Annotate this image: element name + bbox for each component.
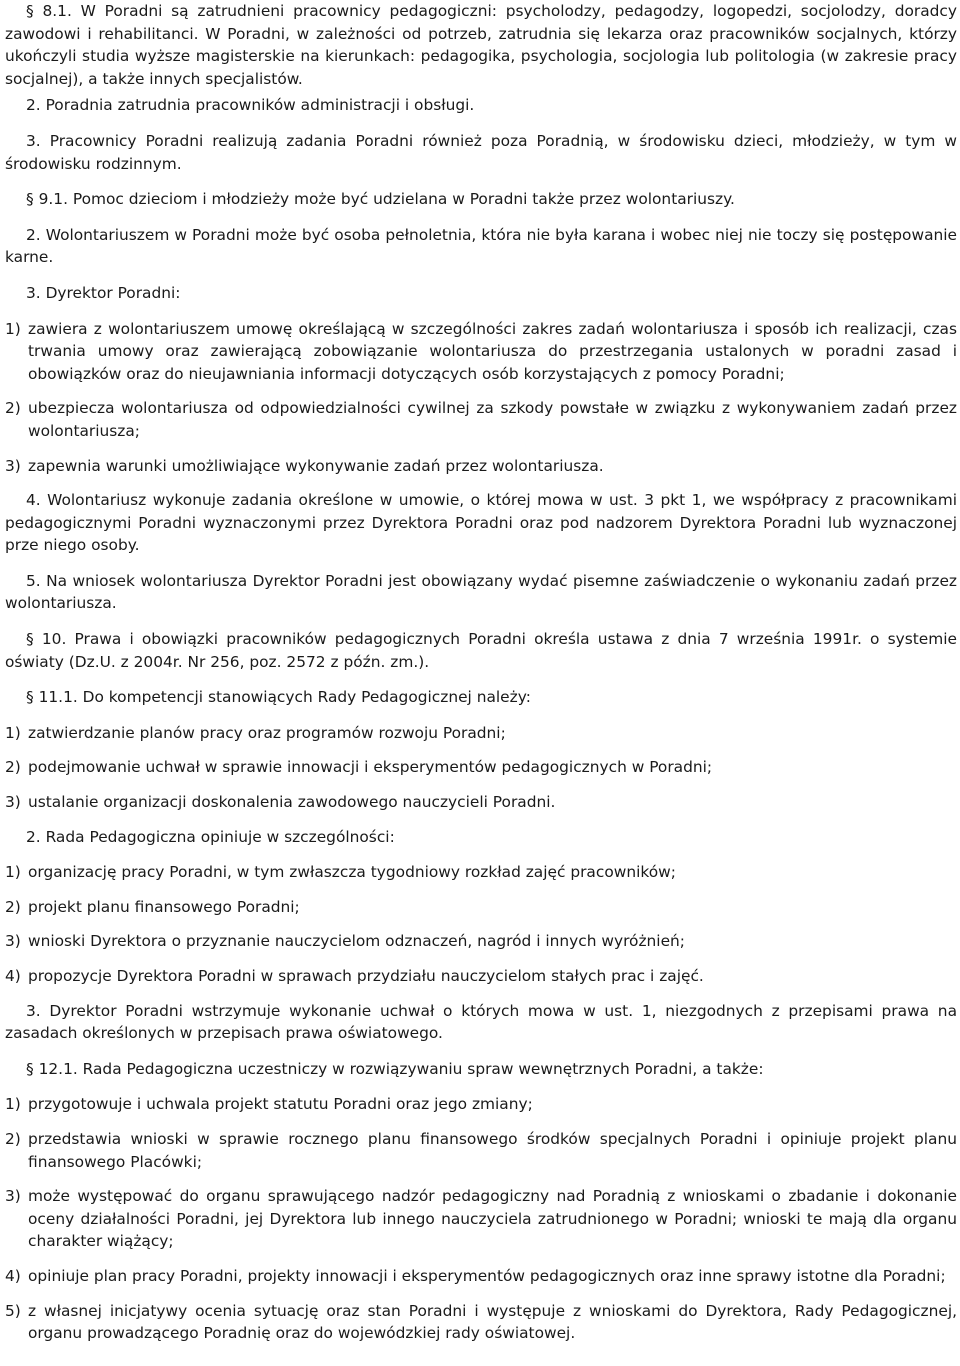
paragraph: 5. Na wniosek wolontariusza Dyrektor Poradni jest obowiązany wydać pisemne zaświadczenie o wykonaniu zadań przez wolontariusza. (5, 571, 957, 613)
list-item-number: 3) (5, 932, 21, 951)
list-item-text: ustalanie organizacji doskonalenia zawodowego nauczycieli Poradni. (28, 793, 556, 812)
list-item-number: 3) (5, 793, 21, 812)
list-item (5, 722, 957, 745)
paragraph: 2. Poradnia zatrudnia pracowników administracji i obsługi. (26, 96, 475, 115)
list-item-number: 2) (5, 1129, 21, 1148)
list-item-text: projekt planu finansowego Poradni; (28, 897, 300, 916)
paragraph: 3. Dyrektor Poradni wstrzymuje wykonanie uchwał o których mowa w ust. 1, niezgodnych z przepisami prawa na zasadach określonych w przepisach prawa oświatowego. (5, 1001, 957, 1043)
list-item-number: 4) (5, 967, 21, 985)
list-item-number: 2) (5, 758, 21, 777)
list-item (5, 896, 957, 919)
list-item-number: 3) (5, 456, 21, 475)
list-item-number: 3) (5, 1187, 21, 1206)
list-item (5, 397, 957, 442)
list-item-number: 1) (5, 863, 21, 882)
list-item-text: może występować do organu sprawującego nadzór pedagogiczny nad Poradnią z wnioskami o zbadanie i dokonanie oceny działalności Poradni, jej Dyrektora lub innego nauczyciela zatrudnionego w Poradni; wnioski te mają dla organu charakter wiążący; (28, 1187, 957, 1251)
list-item (5, 1265, 957, 1288)
list-item-number: 4) (5, 1266, 21, 1285)
list-item-text: zawiera z wolontariuszem umowę określającą w szczególności zakres zadań wolontariusza i sposób ich realizacji, czas trwania umowy oraz zawierającą zobowiązanie wolontariusza do przestrzegania ustalonych w poradni zasad i obowiązków oraz do nieujawniania informacji dotyczących osób korzystających z pomocy Poradni; (28, 319, 957, 383)
list-item-number: 2) (5, 399, 21, 418)
paragraph: 3. Pracownicy Poradni realizują zadania Poradni również poza Poradnią, w środowisku dzieci, młodzieży, w tym w środowisku rodzinnym. (5, 131, 957, 173)
list-item (5, 930, 957, 953)
list-item (5, 861, 957, 884)
list-item-text: propozycje Dyrektora Poradni w sprawach przydziału nauczycielom stałych prac i zajęć. (28, 967, 704, 985)
statute-document (5, 0, 957, 1357)
paragraph: 4. Wolontariusz wykonuje zadania określone w umowie, o której mowa w ust. 3 pkt 1, we współpracy z pracownikami pedagogicznymi Poradni wyznaczonymi przez Dyrektora Poradni oraz pod nadzorem Dyrektora Poradni lub wyznaczonej prze niego osoby. (5, 491, 957, 555)
list-item-text: przygotowuje i uchwala projekt statutu Poradni oraz jego zmiany; (28, 1095, 533, 1114)
list-item (5, 965, 957, 988)
list-item-number: 2) (5, 897, 21, 916)
list-item-text: opiniuje plan pracy Poradni, projekty innowacji i eksperymentów pedagogicznych oraz inne sprawy istotne dla Poradni; (28, 1266, 946, 1285)
list-item (5, 455, 957, 478)
list-item (5, 1093, 957, 1116)
list-item (5, 1185, 957, 1253)
list-item-number: 1) (5, 1095, 21, 1114)
list-item-text: wnioski Dyrektora o przyznanie nauczycielom odznaczeń, nagród i innych wyróżnień; (28, 932, 685, 951)
paragraph: § 8.1. W Poradni są zatrudnieni pracownicy pedagogiczni: psycholodzy, pedagodzy, logopedzi, socjolodzy, doradcy zawodowi i rehabilitanci. W Poradni, w zależności od potrzeb, zatrudnia się lekarza oraz pracowników socjalnych, którzy ukończyli studia wyższe magisterskie na kierunkach: pedagogika, psychologia, socjologia lub politologia (w zakresie pracy socjalnej), a także innych specjalistów. (5, 2, 957, 88)
paragraph: § 11.1. Do kompetencji stanowiących Rady Pedagogicznej należy: (26, 688, 531, 707)
list-item-number: 1) (5, 319, 21, 338)
list-item-text: organizację pracy Poradni, w tym zwłaszcza tygodniowy rozkład zajęć pracowników; (28, 863, 676, 882)
list-item-text: przedstawia wnioski w sprawie rocznego planu finansowego środków specjalnych Poradni i opiniuje projekt planu finansowego Placówki; (28, 1129, 957, 1171)
list-item-number: 1) (5, 723, 21, 742)
list-item-text: ubezpiecza wolontariusza od odpowiedzialności cywilnej za szkody powstałe w związku z wykonywaniem zadań przez wolontariusza; (28, 399, 957, 440)
paragraph: § 12.1. Rada Pedagogiczna uczestniczy w rozwiązywaniu spraw wewnętrznych Poradni, a także: (26, 1059, 764, 1078)
list-item-text: podejmowanie uchwał w sprawie innowacji i eksperymentów pedagogicznych w Poradni; (28, 758, 713, 777)
list-item (5, 318, 957, 386)
list-item (5, 791, 957, 814)
list-item-number: 5) (5, 1301, 21, 1320)
paragraph: § 10. Prawa i obowiązki pracowników pedagogicznych Poradni określa ustawa z dnia 7 września 1991r. o systemie oświaty (Dz.U. z 2004r. Nr 256, poz. 2572 z późn. zm.). (5, 630, 957, 671)
paragraph: 2. Wolontariuszem w Poradni może być osoba pełnoletnia, która nie była karana i wobec niej nie toczy się postępowanie karne. (5, 225, 957, 267)
list-item-text: z własnej inicjatywy ocenia sytuację oraz stan Poradni i występuje z wnioskami do Dyrektora, Rady Pedagogicznej, organu prowadzącego Poradnię oraz do wojewódzkiej rady oświatowej. (28, 1301, 957, 1343)
list-item (5, 756, 957, 779)
list-item (5, 1300, 957, 1345)
list-item (5, 1128, 957, 1173)
list-item-text: zapewnia warunki umożliwiające wykonywanie zadań przez wolontariusza. (28, 456, 604, 475)
paragraph: 3. Dyrektor Poradni: (26, 283, 181, 302)
list-item-text: zatwierdzanie planów pracy oraz programów rozwoju Poradni; (28, 723, 506, 742)
paragraph: 2. Rada Pedagogiczna opiniuje w szczególności: (26, 827, 395, 846)
paragraph: § 9.1. Pomoc dzieciom i młodzieży może być udzielana w Poradni także przez wolontariuszy. (26, 190, 735, 209)
